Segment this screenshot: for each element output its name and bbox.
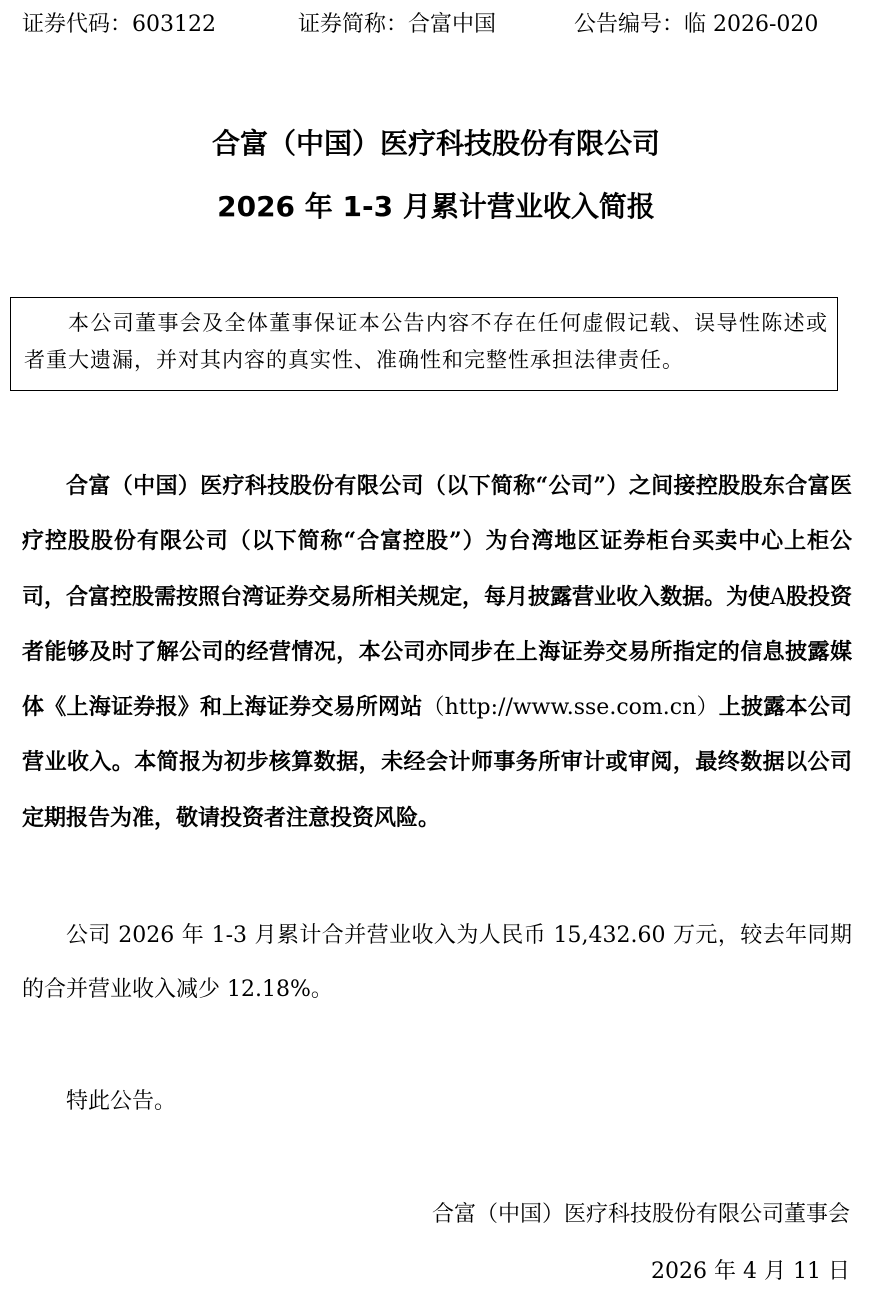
para1-text-c: 股投资者能够及时了解公司的经营情况，本公司亦同步在上海证券交易所指定的信息披露媒体《上海证券报》和上海证券交易所网站 xyxy=(22,583,852,721)
body-paragraph-1 xyxy=(22,459,852,846)
signature-signer: 合富（中国）医疗科技股份有限公司董事会 xyxy=(431,1202,850,1227)
announcement-number: 公告编号：临 2026-020 xyxy=(574,12,819,37)
disclaimer-box xyxy=(10,297,838,391)
disclaimer-text: 本公司董事会及全体董事保证本公告内容不存在任何虚假记载、误导性陈述或者重大遗漏，并对其内容的真实性、准确性和完整性承担法律责任。 xyxy=(24,311,828,372)
document-header xyxy=(22,10,852,40)
para1-text-b: A xyxy=(770,584,786,610)
document-title-report: 2026 年 1-3 月累计营业收入简报 xyxy=(217,190,655,223)
stock-code: 证券代码：603122 xyxy=(22,12,216,37)
closing-statement: 特此公告。 xyxy=(66,1089,177,1114)
para1-text-a: 合富（中国）医疗科技股份有限公司（以下简称“公司”）之间接控股股东合富医疗控股股份有限公司（以下简称“合富控股”）为台湾地区证券柜台买卖中心上柜公司，合富控股需按照台湾证券交易所相关规定，每月披露营业收入数据。为使 xyxy=(22,473,852,610)
body-paragraph-2: 公司 2026 年 1-3 月累计合并营业收入为人民币 15,432.60 万元，较去年同期的合并营业收入减少 12.18%。 xyxy=(22,923,852,1003)
signature-date: 2026 年 4 月 11 日 xyxy=(651,1259,850,1284)
para1-text-e: 上披露本公司营业收入。本简报为初步核算数据，未经会计师事务所审计或审阅，最终数据以公司定期报告为准，敬请投资者注意投资风险。 xyxy=(22,694,852,831)
stock-short-name: 证券简称：合富中国 xyxy=(298,12,497,37)
para1-url: （http://www.sse.com.cn） xyxy=(422,695,719,721)
document-title-company: 合富（中国）医疗科技股份有限公司 xyxy=(211,127,660,160)
